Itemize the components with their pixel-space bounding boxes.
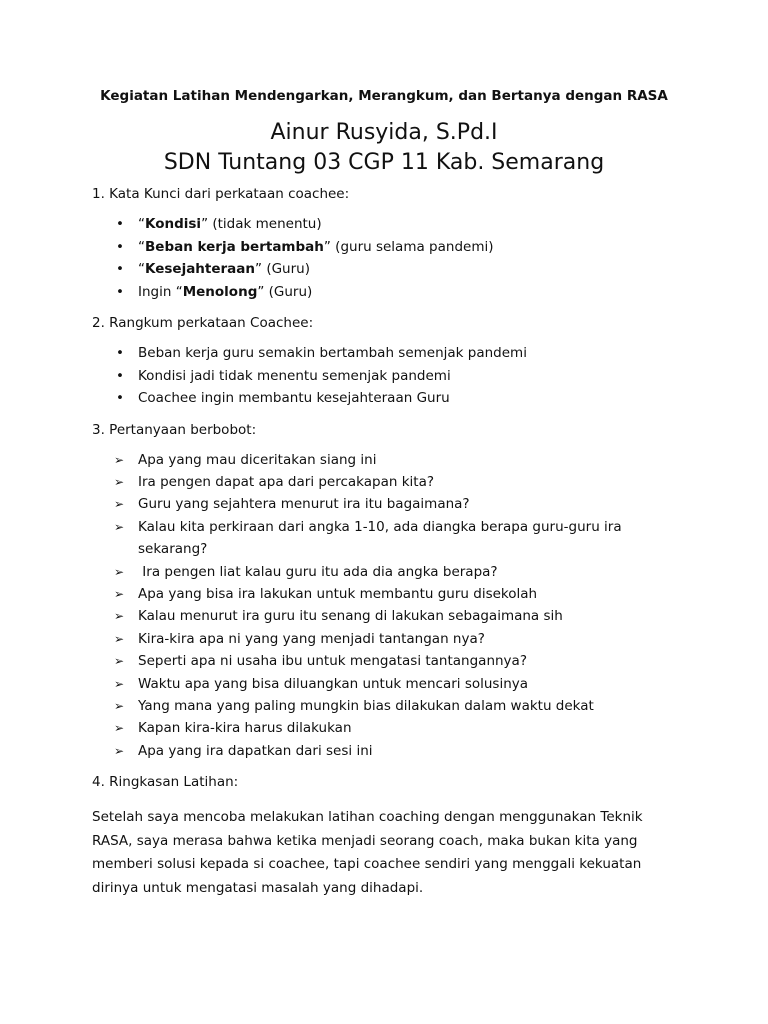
document-heading: Kegiatan Latihan Mendengarkan, Merangkum, dan Bertanya dengan RASA [100, 88, 668, 104]
summary-item: • Coachee ingin membantu kesejahteraan Guru [92, 387, 672, 410]
section-4-title: 4. Ringkasan Latihan: [92, 774, 239, 791]
arrow-bullet-icon: ➢ [114, 631, 125, 646]
question-item: ➢ Ira pengen dapat apa dari percakapan kita? [92, 471, 672, 493]
bullet-icon: • [116, 238, 124, 255]
keyword-item: • “Kondisi” (tidak menentu) [92, 213, 672, 236]
question-list [92, 449, 672, 763]
bullet-icon: • [116, 216, 124, 232]
question-item: ➢ Ira pengen liat kalau guru itu ada dia angka berapa? [92, 561, 672, 583]
arrow-bullet-icon: ➢ [114, 743, 125, 758]
question-item: ➢ Kapan kira-kira harus dilakukan [92, 717, 672, 739]
bullet-icon: • [116, 283, 124, 300]
bullet-icon: • [116, 345, 124, 361]
keyword-item: • “Kesejahteraan” (Guru) [92, 258, 672, 281]
arrow-bullet-icon: ➢ [114, 452, 125, 467]
question-item: ➢ Apa yang mau diceritakan siang ini [92, 449, 672, 471]
summary-item: • Beban kerja guru semakin bertambah semenjak pandemi [92, 342, 672, 365]
question-item: ➢ Kira-kira apa ni yang yang menjadi tantangan nya? [92, 628, 672, 650]
arrow-bullet-icon: ➢ [114, 654, 125, 669]
keyword-item: • “Beban kerja bertambah” (guru selama pandemi) [92, 236, 672, 259]
arrow-bullet-icon: ➢ [114, 519, 125, 534]
arrow-bullet-icon: ➢ [114, 564, 125, 579]
summary-paragraph: Setelah saya mencoba melakukan latihan coaching dengan menggunakan Teknik RASA, saya merasa bahwa ketika menjadi seorang coach, maka bukan kita yang memberi solusi kepada si coachee, tapi coachee sendiri yang menggali kekuatan dirinya untuk mengatasi masalah yang dihadapi. [92, 809, 643, 896]
section-2-title: 2. Rangkum perkataan Coachee: [92, 315, 314, 331]
keyword-item: • Ingin “Menolong” (Guru) [92, 281, 672, 304]
arrow-bullet-icon: ➢ [114, 497, 125, 512]
section-1-title: 1. Kata Kunci dari perkataan coachee: [92, 186, 350, 202]
question-item: ➢ Yang mana yang paling mungkin bias dilakukan dalam waktu dekat [92, 695, 672, 717]
question-item: ➢ Seperti apa ni usaha ibu untuk mengatasi tantangannya? [92, 650, 672, 672]
section-3-title: 3. Pertanyaan berbobot: [92, 421, 257, 438]
bullet-icon: • [116, 390, 124, 406]
question-item: ➢ Apa yang bisa ira lakukan untuk membantu guru disekolah [92, 583, 672, 605]
author-block [0, 118, 768, 178]
author-name: Ainur Rusyida, S.Pd.I [270, 120, 498, 145]
question-item: ➢ Waktu apa yang bisa diluangkan untuk mencari solusinya [92, 673, 672, 695]
summary-list [92, 342, 672, 410]
arrow-bullet-icon: ➢ [114, 698, 125, 713]
arrow-bullet-icon: ➢ [114, 721, 125, 736]
arrow-bullet-icon: ➢ [114, 474, 125, 489]
arrow-bullet-icon: ➢ [114, 609, 125, 624]
question-item: ➢ Apa yang ira dapatkan dari sesi ini [92, 740, 672, 762]
bullet-icon: • [116, 261, 124, 277]
arrow-bullet-icon: ➢ [114, 676, 125, 691]
bullet-icon: • [116, 367, 124, 384]
arrow-bullet-icon: ➢ [114, 586, 125, 601]
summary-item: • Kondisi jadi tidak menentu semenjak pandemi [92, 365, 672, 388]
keyword-list [92, 213, 672, 303]
question-item: ➢ Guru yang sejahtera menurut ira itu bagaimana? [92, 493, 672, 515]
question-item: ➢ Kalau kita perkiraan dari angka 1-10, ada diangka berapa guru-guru ira sekarang? [92, 516, 672, 561]
document-body [92, 183, 672, 900]
author-school: SDN Tuntang 03 CGP 11 Kab. Semarang [163, 150, 605, 175]
question-item: ➢ Kalau menurut ira guru itu senang di lakukan sebagaimana sih [92, 605, 672, 627]
